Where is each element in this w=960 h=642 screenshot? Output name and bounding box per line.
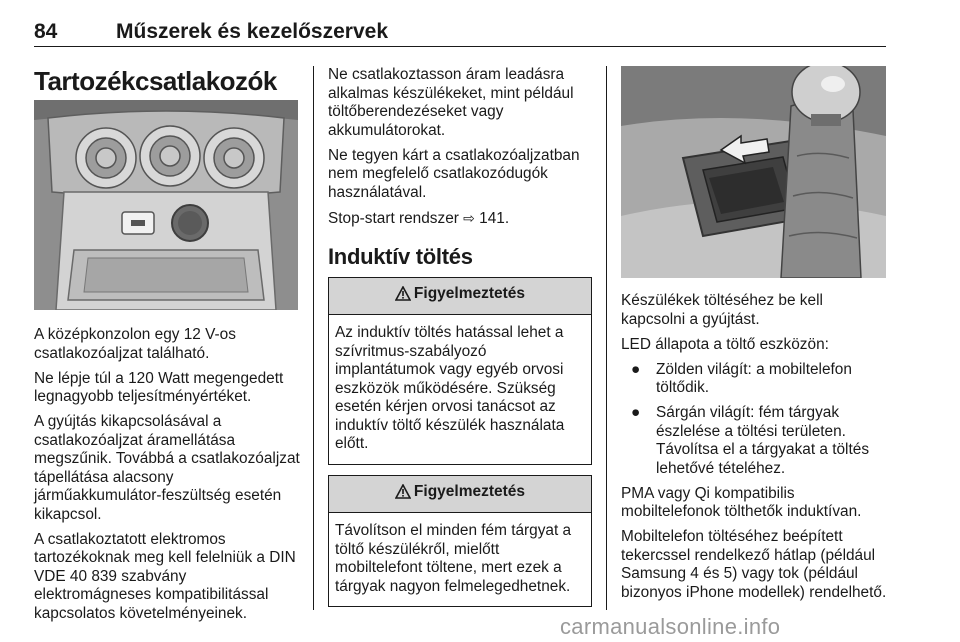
warning-body: Az induktív töltés hatással lehet a szívritmus-szabályozó implantátumok vagy egyéb orvosi eszközök működésére. Szükség esetén kérjen orvosi tanácsot az induktív töltő készülék használata előtt. (335, 324, 565, 452)
watermark: carmanualsonline.info (560, 614, 781, 639)
paragraph: LED állapota a töltő eszközön: (621, 335, 829, 353)
list-item-text: Zölden világít: a mobiltelefon töltődik. (656, 360, 852, 396)
right-column (621, 292, 889, 609)
xref-text: Stop-start rendszer (328, 209, 459, 227)
console-socket-illustration (34, 100, 298, 310)
section-title: Tartozékcsatlakozók (34, 66, 277, 96)
paragraph: Készülékek töltéséhez be kell kapcsolni a gyújtást. (621, 292, 823, 328)
warning-triangle-icon (395, 484, 411, 505)
xref-arrow-icon: ⇨ (463, 209, 475, 226)
paragraph: Ne lépje túl a 120 Watt megengedett legnagyobb teljesítményértéket. (34, 369, 284, 405)
paragraph: A gyújtás kikapcsolásával a csatlakozóaljzat áramellátása megszűnik. Továbbá a csatlakozóaljzat tápellátása alacsony járműakkumulátor-feszültség esetén kikapcsol. (34, 413, 300, 523)
bullet-icon: ● (631, 404, 641, 421)
led-status-list (621, 361, 889, 479)
paragraph: A csatlakoztatott elektromos tartozékoknak meg kell felelniük a DIN VDE 40 839 szabvány elektromágneses kompatibilitással kapcsolatos követelményeinek. (34, 530, 296, 622)
warning-header (329, 278, 591, 316)
page-number: 84 (34, 20, 58, 43)
paragraph: Ne csatlakoztasson áram leadásra alkalmas készülékeket, mint például töltőberendezéseket vagy akkumulátorokat. (328, 66, 574, 139)
paragraph: PMA vagy Qi kompatibilis mobiltelefonok tölthetők induktívan. (621, 484, 862, 520)
bullet-icon: ● (631, 360, 641, 378)
warning-body: Távolítson el minden fém tárgyat a töltő készülékről, mielőtt mobiltelefont töltene, mert ezek a tárgyak nagyon felmelegedhetnek. (335, 522, 572, 595)
warning-header (329, 476, 591, 514)
warning-box (328, 277, 592, 465)
paragraph: A középkonzolon egy 12 V-os csatlakozóaljzat található. (34, 326, 236, 362)
middle-column (328, 66, 593, 617)
column-divider (313, 66, 314, 610)
warning-title: Figyelmeztetés (413, 482, 526, 500)
xref-page: 141. (479, 209, 510, 227)
chapter-title: Műszerek és kezelőszervek (116, 20, 389, 43)
inductive-charger-drawing (621, 66, 886, 278)
warning-triangle-icon (395, 286, 411, 307)
column-divider (606, 66, 607, 610)
warning-box (328, 475, 592, 608)
page-header (34, 12, 886, 47)
sub-heading: Induktív töltés (328, 244, 473, 269)
inductive-charger-illustration (621, 66, 886, 278)
cross-reference[interactable] (328, 209, 593, 229)
list-item-text: Sárgán világít: fém tárgyak észlelése a töltési területen. Távolítsa el a tárgyakat a töltés lehetővé tételéhez. (656, 404, 870, 477)
list-item (621, 404, 889, 478)
paragraph: Ne tegyen kárt a csatlakozóaljzatban nem megfelelő csatlakozódugók használatával. (328, 146, 580, 201)
list-item (621, 361, 889, 398)
left-column (34, 326, 300, 630)
paragraph: Mobiltelefon töltéséhez beépített tekercssel rendelkező hátlap (például Samsung 4 és 5) vagy tok (például bizonyos iPhone modellek) rendelhető. (621, 528, 887, 601)
warning-title: Figyelmeztetés (413, 284, 526, 302)
console-socket-drawing (34, 100, 298, 310)
